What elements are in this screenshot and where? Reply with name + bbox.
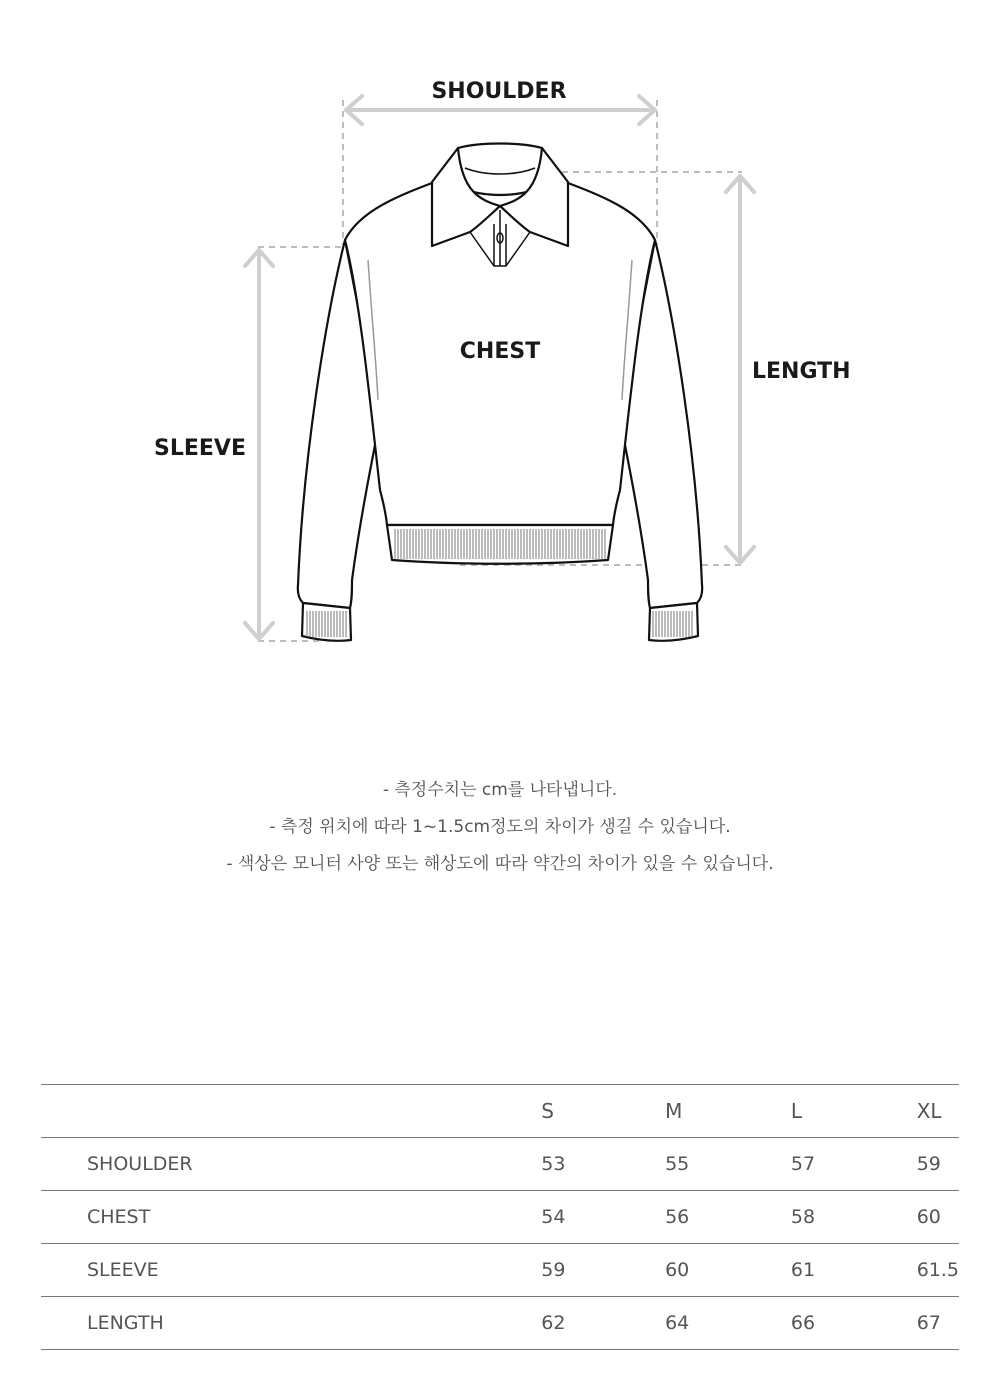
table-cell: 55 (665, 1153, 690, 1175)
table-cell: 56 (665, 1206, 690, 1228)
length-label: LENGTH (752, 359, 851, 384)
note-line: - 측정 위치에 따라 1~1.5cm정도의 차이가 생길 수 있습니다. (269, 817, 731, 837)
sleeve-arrow (245, 250, 273, 639)
table-row (41, 1138, 959, 1191)
table-cell: 67 (916, 1312, 941, 1334)
table-cell: 64 (665, 1312, 690, 1334)
table-cell: 54 (541, 1206, 566, 1228)
table-cell: 66 (790, 1312, 816, 1334)
measurement-notes (0, 772, 1000, 883)
length-arrow (726, 176, 754, 563)
header-cell-xl: XL (916, 1099, 942, 1123)
table-cell: 61.5 (916, 1259, 959, 1281)
table-row (41, 1297, 959, 1350)
size-table (41, 1084, 959, 1350)
header-cell-l: L (790, 1099, 803, 1123)
table-cell: 59 (541, 1259, 566, 1281)
note-line: - 측정수치는 cm를 나타냅니다. (382, 780, 618, 800)
header-cell-s: S (541, 1099, 554, 1123)
header-cell-m: M (665, 1099, 683, 1123)
chest-label: CHEST (459, 339, 541, 364)
row-label: SHOULDER (87, 1153, 193, 1175)
table-row (41, 1244, 959, 1297)
table-cell: 62 (541, 1312, 566, 1334)
table-cell: 57 (790, 1153, 816, 1175)
header-cell (41, 1085, 541, 1138)
table-cell: 53 (541, 1153, 566, 1175)
table-cell: 58 (790, 1206, 816, 1228)
row-label: LENGTH (87, 1312, 164, 1334)
note-line: - 색상은 모니터 사양 또는 해상도에 따라 약간의 차이가 있을 수 있습니다. (226, 854, 774, 874)
row-label: SLEEVE (87, 1259, 159, 1281)
shoulder-label: SHOULDER (431, 79, 567, 104)
table-cell: 61 (790, 1259, 816, 1281)
sleeve-label: SLEEVE (154, 436, 246, 461)
table-row (41, 1191, 959, 1244)
table-cell: 60 (665, 1259, 690, 1281)
table-cell: 60 (916, 1206, 941, 1228)
table-header-row (41, 1085, 959, 1138)
rib-texture (307, 529, 692, 637)
row-label: CHEST (87, 1206, 151, 1228)
table-cell: 59 (916, 1153, 941, 1175)
